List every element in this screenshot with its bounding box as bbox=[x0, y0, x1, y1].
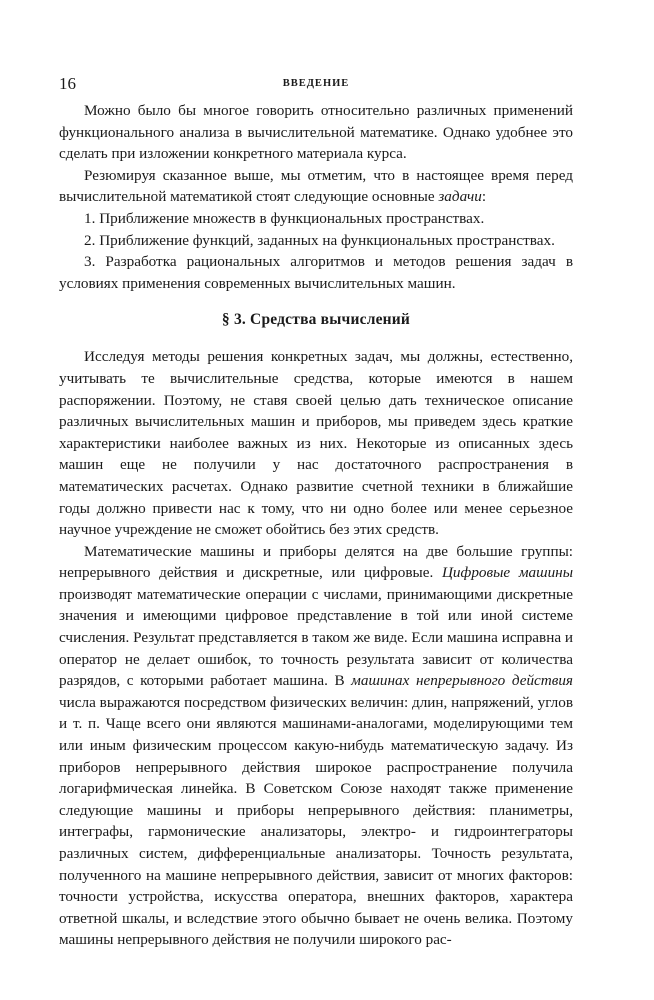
section-p2-text-e: числа выражаются посредством физических величин: длин, напряжений, углов и т. п. Чаще всего они являются машинами-аналогами, моделирующими тем или иным физическим процессом какую-нибудь математическую задачу. Из приборов непрерывного действия широкое распространение получила логарифмическая линейка. В Советском Союзе находят также применение следующие машины и приборы непрерывного действия: планиметры, интеграфы, гармонические анализаторы, электро- и гидроинтеграторы различных систем, дифференциальные анализаторы. Точность результата, полученного на машине непрерывного действия, зависит от многих факторов: точности устройства, искусства оператора, внешних факторов, характера ответной шкалы, и вследствие этого обычно бывает не очень велика. Поэтому машины непрерывного действия не получили широкого рас- bbox=[59, 693, 573, 949]
book-page bbox=[59, 74, 573, 951]
running-head: ВВЕДЕНИЕ bbox=[282, 78, 350, 89]
intro-p2-text-c: : bbox=[481, 188, 487, 206]
page-number: 16 bbox=[59, 74, 76, 93]
list-item-2: 2. Приближение функций, заданных на функциональных пространствах. bbox=[84, 231, 555, 249]
section-p2-text-a: Математические машины и приборы делятся на две большие группы: непрерывного действия и дискретные, или цифровые. bbox=[59, 542, 573, 582]
section-title: § 3. Средства вычислений bbox=[221, 311, 411, 329]
section-p2-emphasis-digital-machines: Цифровые машины bbox=[441, 564, 573, 582]
section-paragraph-1: Исследуя методы решения конкретных задач, мы должны, естественно, учитывать те вычислительные средства, которые имеются в нашем распоряжении. Поэтому, не ставя своей целью дать техническое описание различных вычислительных машин и приборов, мы приведем здесь краткие характеристики наиболее важных из них. Некоторые из описанных здесь машин еще не получили у нас достаточного распространения в математических расчетах. Однако развитие счетной техники в ближайшие годы должно привести нас к тому, что ни одно более или менее серьезное научное учреждение не сможет обойтись без этих средств. bbox=[59, 348, 573, 539]
list-item-3: 3. Разработка рациональных алгоритмов и методов решения задач в условиях применения современных вычислительных машин. bbox=[59, 253, 573, 292]
intro-paragraph-2 bbox=[59, 165, 573, 208]
section-paragraph-2 bbox=[59, 541, 573, 951]
intro-p2-text-a: Резюмируя сказанное выше, мы отметим, что в настоящее время перед вычислительной математикой стоят следующие основные bbox=[59, 166, 573, 206]
intro-p2-emphasis-tasks: задачи bbox=[438, 188, 482, 206]
intro-paragraph-1: Можно было бы многое говорить относительно различных применений функционального анализа в вычислительной математике. Однако удобнее это сделать при изложении конкретного материала курса. bbox=[59, 102, 573, 163]
list-item-1: 1. Приближение множеств в функциональных пространствах. bbox=[84, 209, 485, 227]
section-p2-emphasis-analog-machines: машинах непрерывного действия bbox=[351, 672, 573, 690]
section-p2-text-c: производят математические операции с числами, принимающими дискретные значения и имеющими цифровое представление в той или иной системе счисления. Результат представляется в таком же виде. Если машина исправна и оператор не делает ошибок, то точность результата зависит от количества разрядов, с которыми работает машина. В bbox=[59, 585, 573, 690]
page-header bbox=[59, 74, 573, 100]
